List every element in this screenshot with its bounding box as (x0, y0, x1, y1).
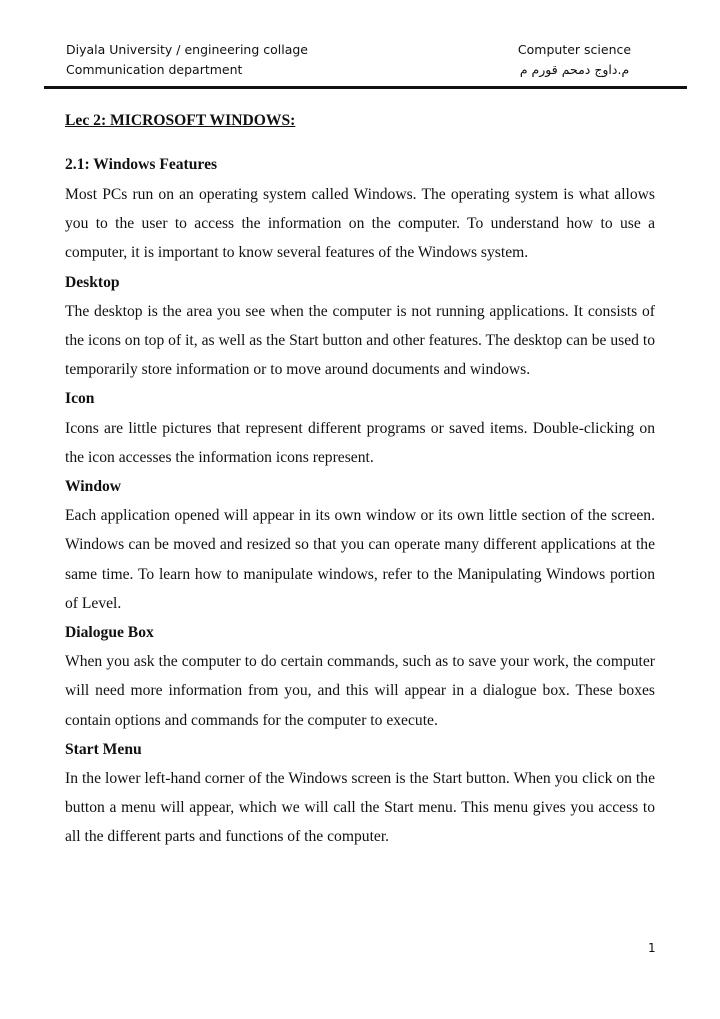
page-number: 1 (648, 941, 656, 955)
section-text-desktop: The desktop is the area you see when the computer is not running applications. It consists of the icons on top of it, as well as the Start button and other features. The desktop can be used to temporarily store information or to move around documents and windows. (65, 302, 655, 379)
section-heading-desktop: Desktop (65, 273, 120, 291)
section-heading-icon: Icon (65, 390, 95, 408)
section-text-start-menu: In the lower left-hand corner of the Windows screen is the Start button. When you click on the button a menu will appear, which we will call the Start menu. This menu gives you access to all the different parts and functions of the computer. (65, 770, 655, 846)
section-text-icon: Icons are little pictures that represent different programs or saved items. Double-clicking on the icon accesses the information icons represent. (65, 419, 655, 466)
section-text-window: Each application opened will appear in its own window or its own little section of the screen. Windows can be moved and resized so that you can operate many different applications at the same time. To learn how to manipulate windows, refer to the Manipulating Windows portion of Level. (65, 507, 655, 612)
document-body (65, 110, 655, 852)
section-heading-dialogue-box: Dialogue Box (65, 624, 154, 642)
page-header-left (66, 40, 308, 80)
section-title: 2.1: Windows Features (65, 156, 218, 173)
page-header-right (512, 40, 637, 80)
department-line: Communication department (66, 62, 243, 77)
author-line: م.داوج دمحم قورم م (519, 62, 630, 77)
section-text-dialogue-box: When you ask the computer to do certain commands, such as to save your work, the computer will need more information from you, and this will appear in a dialogue box. These boxes contain options and commands for the computer to execute. (65, 653, 655, 729)
lecture-title: Lec 2: MICROSOFT WINDOWS: (65, 112, 296, 129)
header-divider (44, 86, 687, 89)
intro-paragraph: Most PCs run on an operating system called Windows. The operating system is what allows you to the user to access the information on the computer. To understand how to use a computer, it is important to know several features of the Windows system. (65, 186, 655, 262)
subject-line: Computer science (517, 42, 632, 57)
university-line: Diyala University / engineering collage (66, 42, 308, 57)
section-heading-window: Window (65, 478, 122, 496)
section-heading-start-menu: Start Menu (65, 740, 142, 758)
